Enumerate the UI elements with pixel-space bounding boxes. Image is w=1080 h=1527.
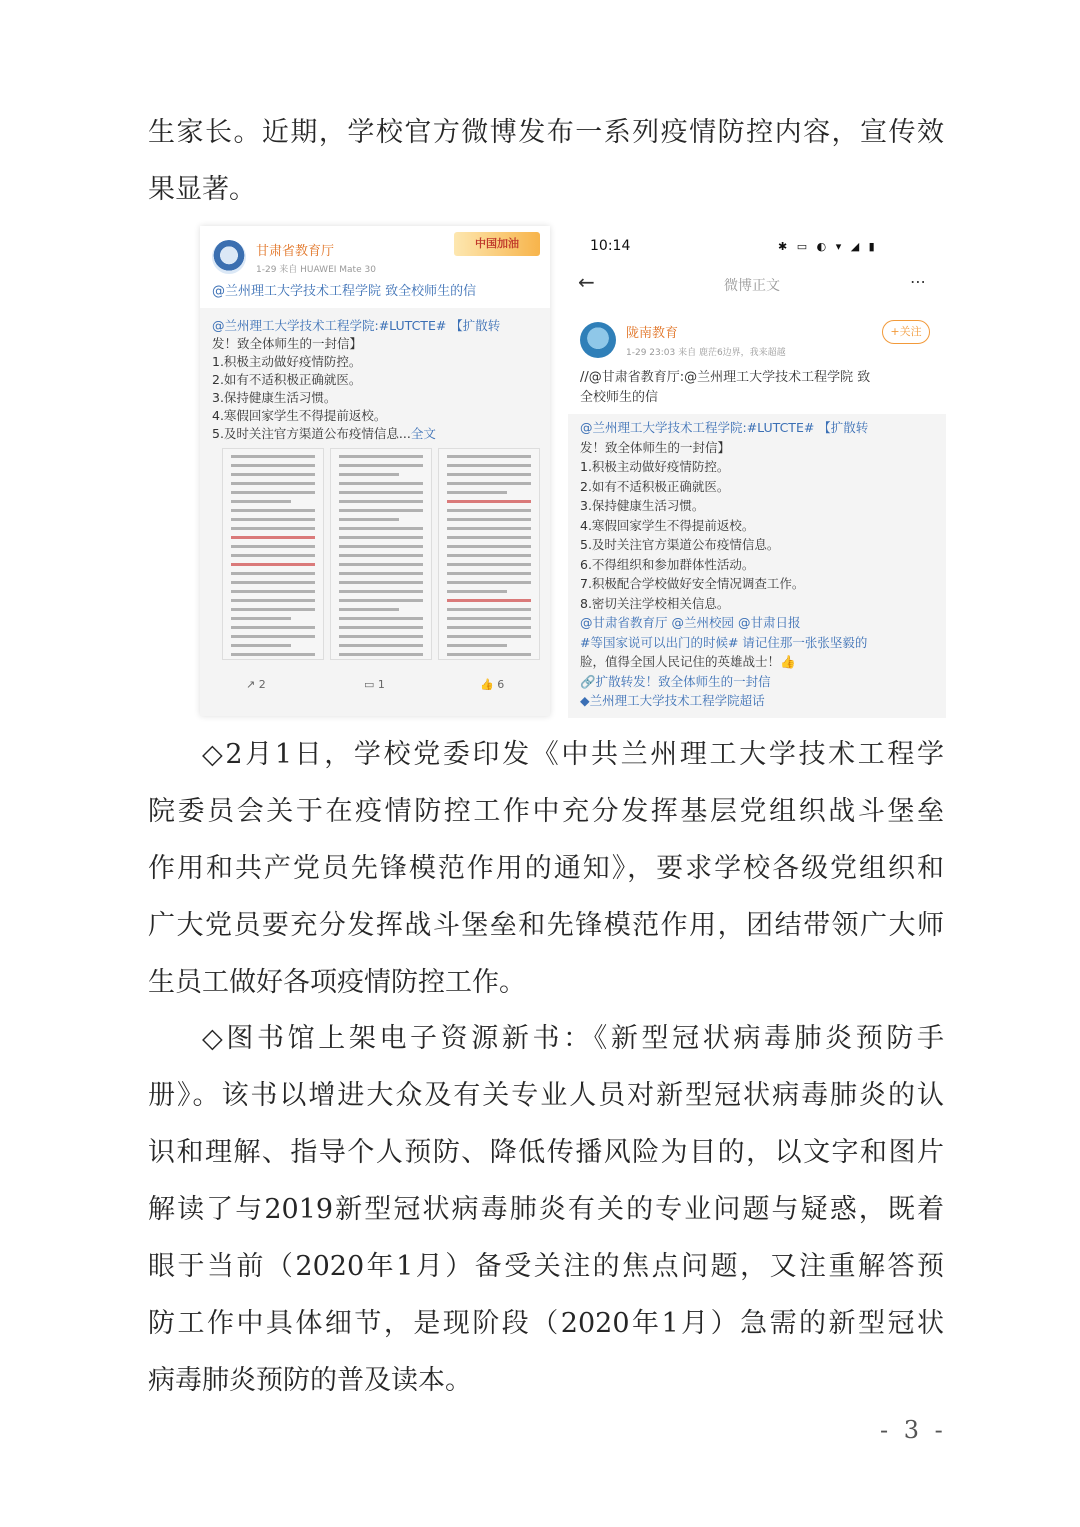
status-bar-icons: ✱ ▭ ◐ ▾ ◢ ▮ xyxy=(778,240,878,253)
full-text-link[interactable]: 全文 xyxy=(410,426,436,441)
paragraph-2-line-3: 作用和共产党员先锋模范作用的通知》，要求学校各级党组织和 xyxy=(148,853,944,884)
quoted-line-8: 6.不得组织和参加群体性活动。 xyxy=(580,557,755,572)
quoted-line-6: 4.寒假回家学生不得提前返校。 xyxy=(580,518,755,533)
repost-count: 2 xyxy=(258,678,266,691)
post-title: @兰州理工大学技术工程学院 致全校师生的信 xyxy=(212,284,477,299)
china-cheer-badge: 中国加油 xyxy=(454,232,540,256)
paragraph-3-line-5: 眼于当前（2020年1月）备受关注的焦点问题，又注重解答预 xyxy=(148,1251,944,1282)
letter-image-3[interactable] xyxy=(438,448,540,660)
back-arrow-icon[interactable]: ← xyxy=(578,270,595,294)
quoted-line-3: 1.积极主动做好疫情防控。 xyxy=(212,354,362,369)
account-name: 陇南教育 xyxy=(626,326,679,341)
quoted-post xyxy=(200,308,550,716)
topic-link[interactable]: ◆兰州理工大学技术工程学院超话 xyxy=(580,693,765,708)
status-time: 10:14 xyxy=(590,238,631,254)
quoted-line-7: 5.及时关注官方渠道公布疫情信息。 xyxy=(580,537,780,552)
repost-text-line-2: 全校师生的信 xyxy=(580,390,659,405)
paragraph-3 xyxy=(148,1010,944,1409)
hashtag-line: #等国家说可以出门的时候# 请记住那一张张坚毅的 xyxy=(580,635,868,650)
nav-bar xyxy=(568,270,946,300)
quoted-line-4: 2.如有不适积极正确就医。 xyxy=(580,479,730,494)
paragraph-3-line-1: ◇图书馆上架电子资源新书：《新型冠状病毒肺炎预防手 xyxy=(202,1023,944,1054)
account-name: 甘肃省教育厅 xyxy=(256,244,335,259)
post-meta: 1-29 23:03 来自 鹿茫6边界，我来超越 xyxy=(626,348,786,358)
quoted-line-2: 发！致全体师生的一封信】 xyxy=(580,440,731,455)
quoted-line-6: 4.寒假回家学生不得提前返校。 xyxy=(212,408,387,423)
like-count: 6 xyxy=(497,678,505,691)
mention-links[interactable]: @甘肃省教育厅 @兰州校园 @甘肃日报 xyxy=(580,615,801,630)
paragraph-2 xyxy=(148,726,944,1011)
repost-text-line-1: //@甘肃省教育厅:@兰州理工大学技术工程学院 致 xyxy=(580,370,871,385)
quoted-post xyxy=(568,414,946,718)
nav-title: 微博正文 xyxy=(724,278,780,294)
weibo-screenshot-left xyxy=(200,226,550,716)
like-button[interactable] xyxy=(480,678,504,691)
follow-button[interactable]: +关注 xyxy=(882,320,930,344)
letter-link[interactable]: 🔗扩散转发！致全体师生的一封信 xyxy=(580,674,771,689)
thumbs-up-icon: 👍 xyxy=(480,678,494,691)
quoted-line-10: 8.密切关注学校相关信息。 xyxy=(580,596,730,611)
paragraph-2-line-1: ◇2月1日，学校党委印发《中共兰州理工大学技术工程学 xyxy=(202,739,944,770)
repost-icon: ↗ xyxy=(246,678,256,691)
paragraph-2-line-5: 生员工做好各项疫情防控工作。 xyxy=(148,967,526,998)
quoted-line-7: 5.及时关注官方渠道公布疫情信息...全文 xyxy=(212,426,436,441)
paragraph-2-line-2: 院委员会关于在疫情防控工作中充分发挥基层党组织战斗堡垒 xyxy=(148,796,944,827)
paragraph-3-line-6: 防工作中具体细节，是现阶段（2020年1月）急需的新型冠状 xyxy=(148,1308,944,1339)
paragraph-3-line-7: 病毒肺炎预防的普及读本。 xyxy=(148,1365,472,1396)
paragraph-1 xyxy=(148,104,944,218)
quoted-line-5: 3.保持健康生活习惯。 xyxy=(580,498,705,513)
repost-button[interactable] xyxy=(246,678,266,691)
quoted-line-9: 7.积极配合学校做好安全情况调查工作。 xyxy=(580,576,805,591)
paragraph-3-line-3: 识和理解、指导个人预防、降低传播风险为目的，以文字和图片 xyxy=(148,1137,944,1168)
paragraph-1-line-1: 生家长。近期，学校官方微博发布一系列疫情防控内容，宣传效 xyxy=(148,117,944,148)
comment-button[interactable] xyxy=(364,678,385,691)
more-icon[interactable]: ⋯ xyxy=(910,272,926,291)
page-number: - 3 - xyxy=(880,1416,947,1444)
account-avatar xyxy=(580,322,616,358)
letter-image-1[interactable] xyxy=(222,448,324,660)
quoted-line-2: 发！致全体师生的一封信】 xyxy=(212,336,363,351)
letter-image-2[interactable] xyxy=(330,448,432,660)
paragraph-1-line-2: 果显著。 xyxy=(148,174,256,205)
paragraph-3-line-2: 册》。该书以增进大众及有关专业人员对新型冠状病毒肺炎的认 xyxy=(148,1080,944,1111)
quoted-line-5: 3.保持健康生活习惯。 xyxy=(212,390,337,405)
paragraph-3-line-4: 解读了与2019新型冠状病毒肺炎有关的专业问题与疑惑，既着 xyxy=(148,1194,944,1225)
quoted-line-1: @兰州理工大学技术工程学院:#LUTCTE# 【扩散转 xyxy=(212,318,501,333)
post-meta: 1-29 来自 HUAWEI Mate 30 xyxy=(256,265,376,275)
quoted-line-13: 脸，值得全国人民记住的英雄战士！👍 xyxy=(580,654,796,669)
weibo-screenshot-right xyxy=(568,226,946,718)
quoted-line-4: 2.如有不适积极正确就医。 xyxy=(212,372,362,387)
comment-icon: ▭ xyxy=(364,678,375,691)
quoted-line-1: @兰州理工大学技术工程学院:#LUTCTE# 【扩散转 xyxy=(580,420,869,435)
account-avatar xyxy=(212,240,246,274)
paragraph-2-line-4: 广大党员要充分发挥战斗堡垒和先锋模范作用，团结带领广大师 xyxy=(148,910,944,941)
comment-count: 1 xyxy=(377,678,385,691)
quoted-line-3: 1.积极主动做好疫情防控。 xyxy=(580,459,730,474)
